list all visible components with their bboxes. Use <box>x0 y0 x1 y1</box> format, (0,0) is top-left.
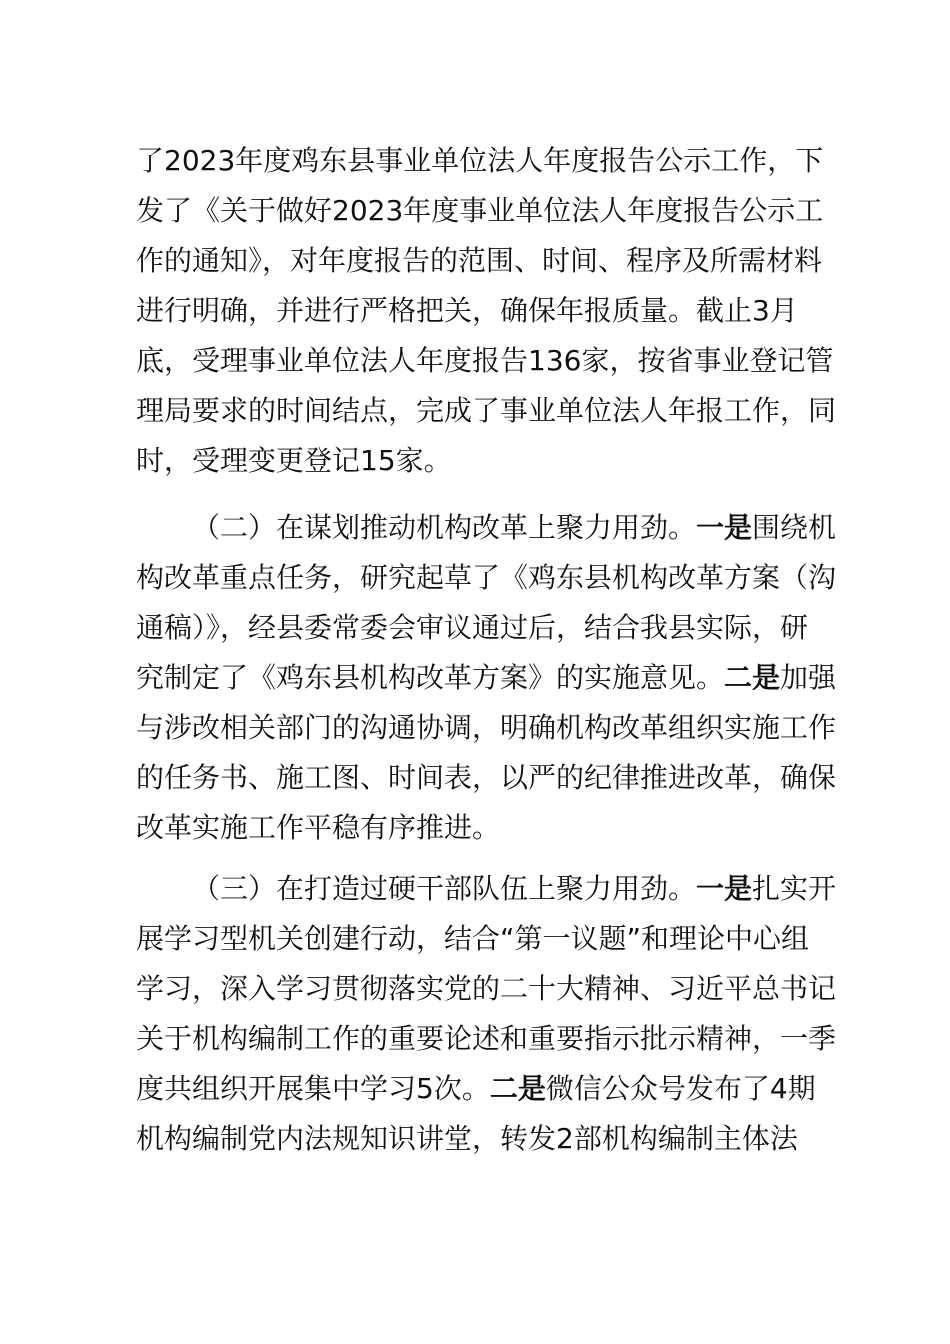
text-line: 理局要求的时间结点，完成了事业单位法人年报工作，同 <box>136 394 837 427</box>
text-line: 底，受理事业单位法人年度报告136家，按省事业登记管 <box>136 344 834 377</box>
text-line: 构改革重点任务，研究起草了《鸡东县机构改革方案（沟 <box>136 561 837 594</box>
text-line: 与涉改相关部门的沟通协调，明确机构改革组织实施工作 <box>136 711 837 744</box>
bold-marker: 一是 <box>696 872 753 905</box>
paragraph-cadre-team <box>136 864 837 1164</box>
text-line: 进行明确，并进行严格把关，确保年报质量。截止3月 <box>136 294 798 327</box>
text-line: 学习，深入学习贯彻落实党的二十大精神、习近平总书记 <box>136 972 837 1005</box>
text-line <box>136 1064 816 1114</box>
text-run: 围绕机 <box>752 511 837 544</box>
text-run: 扎实开 <box>752 872 837 905</box>
text-line: 改革实施工作平稳有序推进。 <box>136 811 501 844</box>
text-run: 微信公众号发布了4期 <box>545 1072 816 1105</box>
heading-text: （二）在谋划推动机构改革上聚力用劲。 <box>192 511 697 544</box>
text-line: 机构编制党内法规知识讲堂，转发2部机构编制主体法 <box>136 1122 798 1155</box>
text-line: 关于机构编制工作的重要论述和重要指示批示精神，一季 <box>136 1022 837 1055</box>
text-line: 通稿）》，经县委常委会审议通过后，结合我县实际，研 <box>136 611 809 644</box>
text-line <box>136 503 837 553</box>
text-line: 展学习型机关创建行动，结合“第一议题”和理论中心组 <box>136 922 810 955</box>
text-line: 时，受理变更登记15家。 <box>136 444 452 477</box>
text-line <box>136 864 837 914</box>
heading-text: （三）在打造过硬干部队伍上聚力用劲。 <box>192 872 697 905</box>
bold-marker: 二是 <box>724 661 781 694</box>
text-line: 的任务书、施工图、时间表，以严的纪律推进改革，确保 <box>136 761 837 794</box>
text-line <box>136 653 837 703</box>
text-run: 度共组织开展集中学习5次。 <box>136 1072 490 1105</box>
paragraph-institutional-reform <box>136 503 837 853</box>
text-run: 加强 <box>780 661 837 694</box>
text-run: 究制定了《鸡东县机构改革方案》的实施意见。 <box>136 661 725 694</box>
paragraph-annual-report <box>136 136 837 486</box>
text-line: 作的通知》，对年度报告的范围、时间、程序及所需材料 <box>136 244 823 277</box>
text-line: 发了《关于做好2023年度事业单位法人年度报告公示工 <box>136 194 824 227</box>
bold-marker: 二是 <box>489 1072 546 1105</box>
bold-marker: 一是 <box>696 511 753 544</box>
text-line: 了2023年度鸡东县事业单位法人年度报告公示工作，下 <box>136 144 824 177</box>
